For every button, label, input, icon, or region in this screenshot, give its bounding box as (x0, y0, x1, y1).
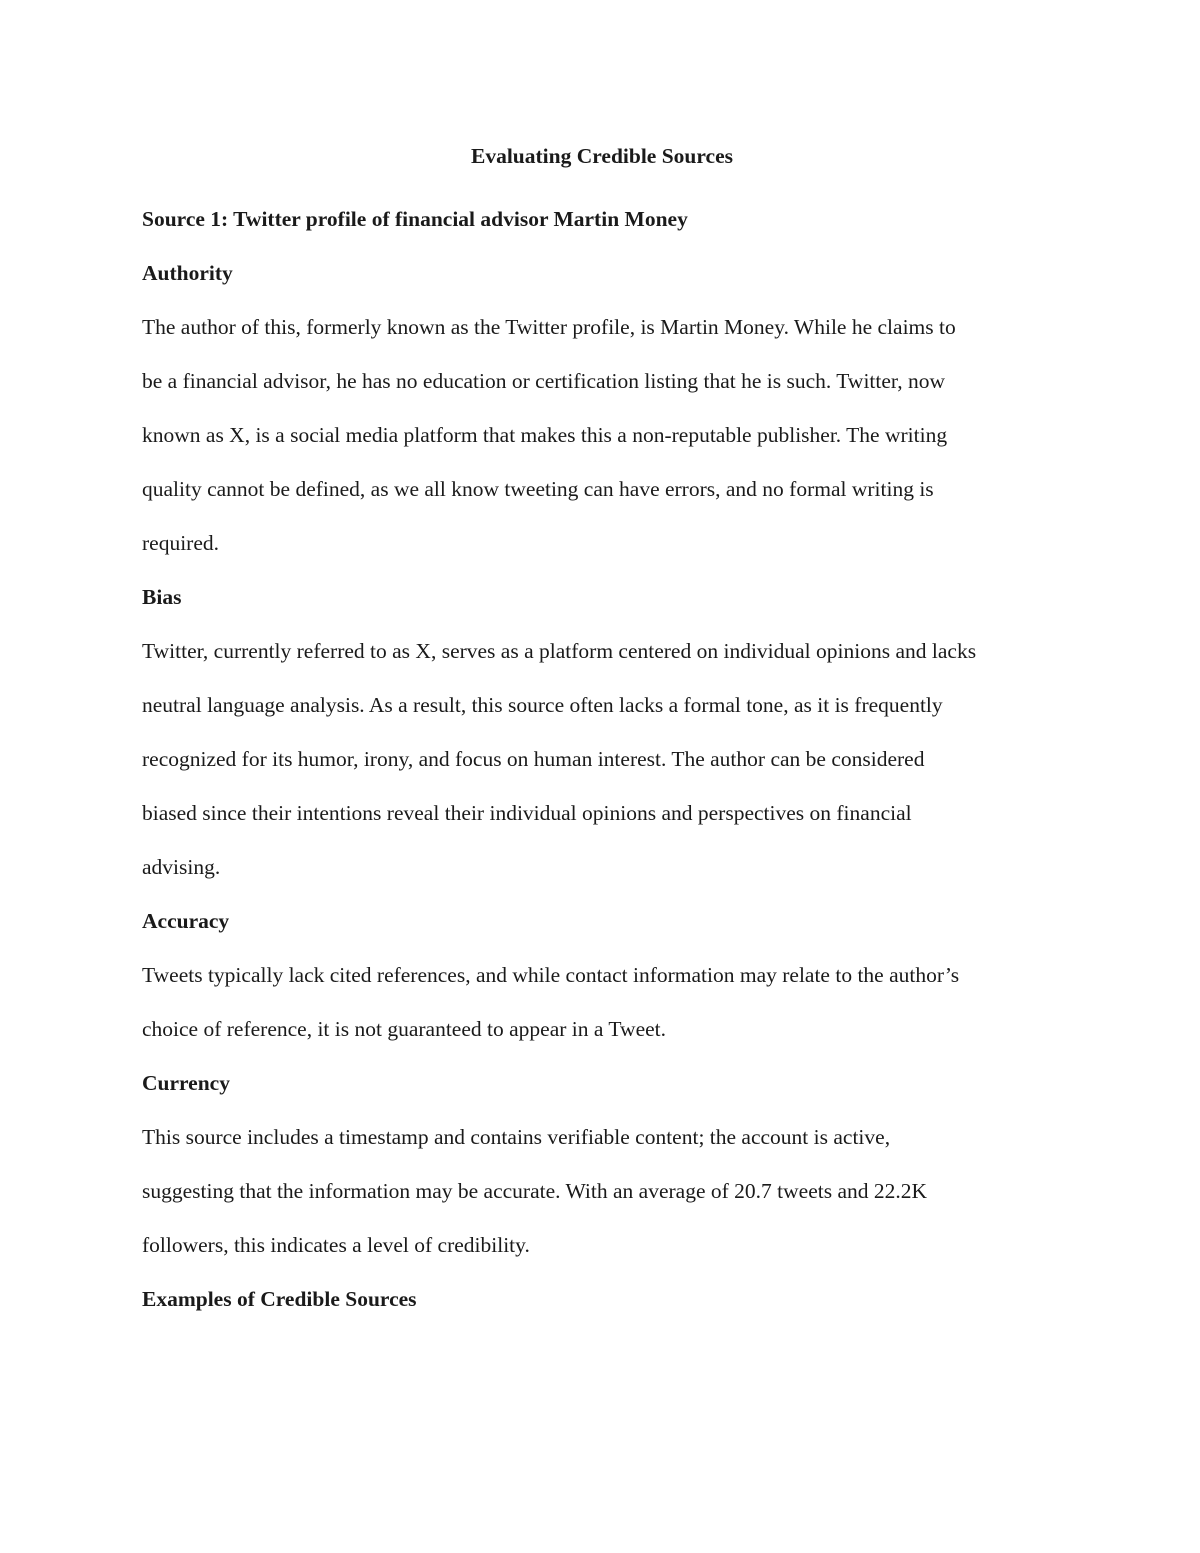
bias-line-1: Twitter, currently referred to as X, serves as a platform centered on individual opinions and lacks (142, 639, 977, 663)
authority-line-2: be a financial advisor, he has no education or certification listing that he is such. Twitter, now (142, 369, 945, 393)
authority-line-4: quality cannot be defined, as we all know tweeting can have errors, and no formal writing is (142, 477, 934, 501)
bias-line-5: advising. (142, 855, 221, 879)
section-heading-accuracy: Accuracy (142, 909, 230, 933)
accuracy-line-2: choice of reference, it is not guaranteed to appear in a Tweet. (142, 1017, 666, 1041)
authority-line-5: required. (142, 531, 220, 555)
accuracy-line-1: Tweets typically lack cited references, and while contact information may relate to the author’s (142, 963, 960, 987)
bias-line-3: recognized for its humor, irony, and focus on human interest. The author can be considered (142, 747, 925, 771)
section-heading-authority: Authority (142, 261, 233, 285)
title-wrap (142, 138, 1062, 174)
bias-line-2: neutral language analysis. As a result, this source often lacks a formal tone, as it is frequently (142, 693, 943, 717)
currency-line-3: followers, this indicates a level of credibility. (142, 1233, 530, 1257)
closing-heading: Examples of Credible Sources (142, 1287, 417, 1311)
authority-line-1: The author of this, formerly known as the Twitter profile, is Martin Money. While he claims to (142, 315, 956, 339)
section-heading-currency: Currency (142, 1071, 230, 1095)
source-heading: Source 1: Twitter profile of financial advisor Martin Money (142, 207, 688, 231)
document-body (142, 138, 1062, 1326)
currency-line-1: This source includes a timestamp and contains verifiable content; the account is active, (142, 1125, 891, 1149)
currency-line-2: suggesting that the information may be accurate. With an average of 20.7 tweets and 22.2K (142, 1179, 928, 1203)
section-heading-bias: Bias (142, 585, 182, 609)
authority-line-3: known as X, is a social media platform that makes this a non-reputable publisher. The writing (142, 423, 948, 447)
document-title: Evaluating Credible Sources (470, 144, 733, 168)
bias-line-4: biased since their intentions reveal their individual opinions and perspectives on financial (142, 801, 912, 825)
